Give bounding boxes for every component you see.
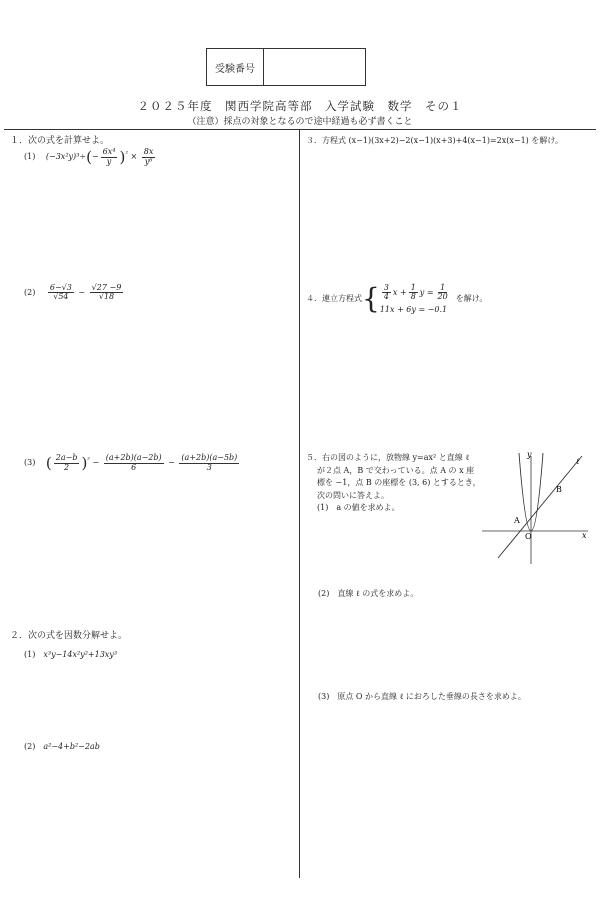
- q1-part3: (3) ( $\frac{2a-b}{2}$ )$^{^2}$ − $\frac{(a+2b)(a-2b)}{6}$ − $\frac{(a+2b)(a-5b)}{3}$: [24, 453, 238, 472]
- column-divider: [299, 130, 300, 878]
- exam-number-label: 受験番号: [207, 49, 264, 85]
- instruction-note: （注意）採点の対象となるので途中経過も必ず書くこと: [187, 117, 413, 127]
- q1-part1: (1) (−3x²y)³÷(− $\frac{\text{6x⁴}}{y}$ )$^{^2}$ × $\frac{8x}{\text{y⁶}}$: [24, 147, 154, 166]
- q2-part1-expression: x³y−14x²y²+13xy³: [43, 650, 118, 659]
- point-b-label: B: [556, 485, 562, 494]
- q1-heading: １．次の式を計算せよ。: [10, 136, 110, 146]
- q5-text: [306, 452, 481, 515]
- q4-equation2: 11x + 6y = −0.1: [379, 304, 448, 314]
- q1-part1-term: (−3x²y)³÷: [45, 152, 87, 161]
- q4-system: [380, 284, 452, 314]
- x-axis-label: x: [582, 531, 587, 540]
- q2-part1-number: (1): [24, 650, 36, 659]
- y-axis-label: y: [527, 450, 532, 459]
- q1-part1-fraction2: $\frac{8x}{\text{y⁶}}$: [143, 147, 154, 166]
- line-l-label: ℓ: [576, 457, 580, 466]
- q2-heading: ２．次の式を因数分解せよ。: [10, 631, 128, 641]
- q1-part3-fraction3: $\frac{(a+2b)(a-5b)}{3}$: [181, 453, 238, 472]
- header-divider: [4, 129, 596, 130]
- q1-part3-fraction2: $\frac{(a+2b)(a-2b)}{6}$: [105, 453, 162, 472]
- q5-part1: (1) a の値を求めよ。: [317, 503, 400, 512]
- q5-part2: (2) 直線 ℓ の式を求めよ。: [318, 589, 419, 598]
- origin-label: O: [525, 532, 532, 541]
- q1-part1-fraction1: $\frac{\text{6x⁴}}{y}$: [102, 147, 116, 166]
- exam-number-field[interactable]: [264, 49, 365, 85]
- q1-part2-fraction2: $\frac{√27 -9}{√18}$: [91, 283, 122, 302]
- q5-line4: 次の問いに答えよ。: [317, 490, 389, 500]
- q2-part2-number: (2): [24, 742, 36, 751]
- q1-part1-number: (1): [24, 152, 36, 161]
- q1-part2-number: (2): [24, 287, 36, 297]
- q5-line2: が２点 A，B で交わっている。点 A の x 座: [317, 465, 475, 475]
- parabola-line-graph: [478, 448, 590, 566]
- line-l: [498, 456, 582, 558]
- page-title: ２０２５年度 関西学院高等部 入学試験 数学 その１: [137, 99, 463, 113]
- q5-line3: 標を −1，点 B の座標を (3, 6) とするとき，: [317, 478, 481, 487]
- q5-line1: ５．右の図のように，放物線 y=ax² と直線 ℓ: [306, 453, 470, 462]
- q1-part3-fraction1: $\frac{2a-b}{2}$: [55, 453, 78, 472]
- q3-text: ３．方程式 (x−1)(3x+2)−2(x−1)(x+3)+4(x−1)=2x(x−1) を解け。: [306, 136, 564, 145]
- q5-part3: (3) 原点 O から直線 ℓ におろした垂線の長さを求めよ。: [318, 692, 526, 701]
- q4-equation1: $\frac{3}{4}$ x + $\frac{1}{8}$ y = $\frac{1}{20}$: [383, 283, 448, 302]
- q2-part2-expression: a²−4+b²−2ab: [43, 742, 100, 751]
- q4-suffix: を解け。: [455, 294, 488, 304]
- q2-part2: [24, 734, 100, 753]
- q1-part2: (2) $\frac{6-√3}{√54}$ − $\frac{√27 -9}{√18}$: [24, 283, 122, 302]
- exam-number-box: [206, 48, 366, 86]
- system-brace: {: [362, 281, 380, 315]
- paren-open: (: [86, 148, 92, 166]
- q1-part2-fraction1: $\frac{6-√3}{√54}$: [49, 283, 72, 302]
- paren-close: ): [119, 148, 126, 166]
- q4-prefix: ４．連立方程式: [306, 294, 362, 304]
- q2-part1: [24, 642, 117, 661]
- q1-part3-number: (3): [24, 458, 36, 467]
- point-a-label: A: [514, 516, 520, 525]
- q4-text: [306, 281, 488, 315]
